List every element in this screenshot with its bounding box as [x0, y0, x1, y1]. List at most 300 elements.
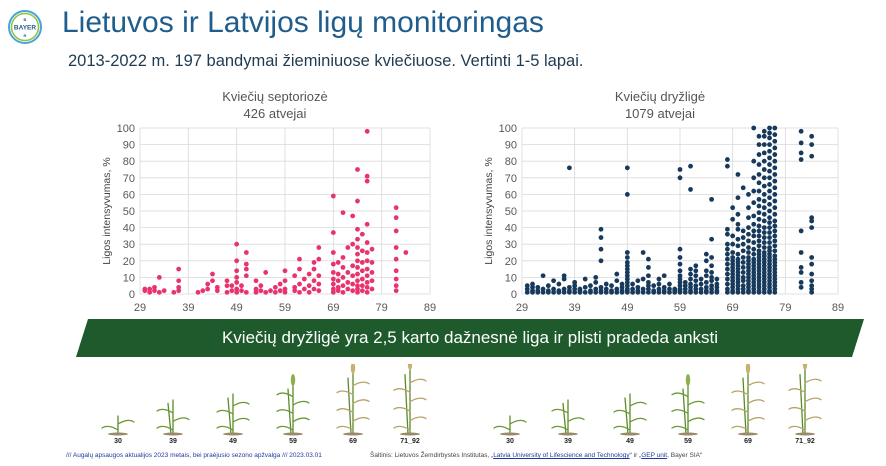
data-point — [741, 242, 746, 247]
data-point — [258, 288, 263, 293]
data-point — [360, 232, 365, 237]
data-point — [809, 283, 814, 288]
x-tick-label: 89 — [423, 302, 437, 314]
data-point — [762, 235, 767, 240]
data-point — [678, 247, 683, 252]
data-point — [699, 277, 704, 282]
data-point — [394, 283, 399, 288]
data-point — [762, 159, 767, 164]
data-point — [757, 224, 762, 229]
growth-stage-label: 71_92 — [400, 438, 420, 445]
data-point — [772, 185, 777, 190]
y-axis-title: Ligos intensyvumas, % — [483, 157, 495, 265]
data-point — [736, 222, 741, 227]
data-point — [725, 277, 730, 282]
data-point — [767, 240, 772, 245]
data-point — [394, 215, 399, 220]
data-point — [772, 248, 777, 253]
data-point — [307, 290, 312, 295]
data-point — [767, 136, 772, 141]
data-point — [693, 278, 698, 283]
data-point — [767, 225, 772, 230]
data-point — [757, 204, 762, 209]
y-tick-label: 30 — [504, 239, 517, 252]
data-point — [767, 142, 772, 147]
footer-source — [370, 452, 702, 459]
data-point — [297, 290, 302, 295]
data-point — [341, 283, 346, 288]
data-point — [234, 268, 239, 273]
data-point — [583, 290, 588, 295]
data-point — [646, 273, 651, 278]
data-point — [762, 225, 767, 230]
data-point — [292, 273, 297, 278]
growth-stage-label: 69 — [744, 438, 752, 445]
data-point — [762, 205, 767, 210]
data-point — [578, 287, 583, 292]
data-point — [725, 252, 730, 257]
data-point — [599, 247, 604, 252]
data-point — [672, 287, 677, 292]
y-axis-title: Ligos intensyvumas, % — [101, 157, 113, 265]
data-point — [541, 287, 546, 292]
data-point — [588, 288, 593, 293]
data-point — [365, 174, 370, 179]
data-point — [200, 288, 205, 293]
data-point — [331, 282, 336, 287]
data-point — [662, 273, 667, 278]
footer-source-mid: “ ir „ — [629, 452, 642, 459]
data-point — [331, 230, 336, 235]
x-tick-label: 59 — [673, 302, 687, 314]
data-point — [709, 255, 714, 260]
data-point — [809, 262, 814, 267]
data-point — [630, 287, 635, 292]
data-point — [312, 267, 317, 272]
data-point — [767, 235, 772, 240]
data-point — [350, 263, 355, 268]
data-point — [762, 142, 767, 147]
data-point — [751, 240, 756, 245]
data-point — [757, 142, 762, 147]
data-point — [751, 175, 756, 180]
x-tick-label: 39 — [182, 302, 195, 314]
data-point — [360, 277, 365, 282]
data-point — [147, 287, 152, 292]
data-point — [767, 149, 772, 154]
data-point — [767, 182, 772, 187]
y-tick-label: 80 — [504, 156, 517, 169]
data-point — [355, 227, 360, 232]
data-point — [641, 277, 646, 282]
data-point — [657, 277, 662, 282]
data-point — [704, 273, 709, 278]
data-point — [625, 260, 630, 265]
data-point — [365, 129, 370, 134]
y-tick-label: 80 — [122, 156, 135, 169]
data-point — [725, 247, 730, 252]
data-point — [799, 229, 804, 234]
data-point — [593, 287, 598, 292]
data-point — [604, 287, 609, 292]
data-point — [757, 189, 762, 194]
page-title: Lietuvos ir Latvijos ligų monitoringas — [62, 6, 544, 39]
data-point — [809, 142, 814, 147]
data-point — [278, 288, 283, 293]
data-point — [234, 258, 239, 263]
y-tick-label: 30 — [122, 239, 135, 252]
data-point — [767, 162, 772, 167]
data-point — [704, 252, 709, 257]
data-point — [678, 273, 683, 278]
data-point — [196, 290, 201, 295]
data-point — [336, 260, 341, 265]
wheat-plant-icon — [783, 364, 843, 424]
data-point — [210, 272, 215, 277]
data-point — [714, 277, 719, 282]
data-point — [741, 235, 746, 240]
data-point — [278, 282, 283, 287]
data-point — [762, 184, 767, 189]
data-point — [535, 285, 540, 290]
data-point — [751, 252, 756, 257]
data-point — [725, 227, 730, 232]
x-tick-label: 89 — [831, 302, 845, 314]
data-point — [741, 270, 746, 275]
data-point — [331, 270, 336, 275]
data-point — [370, 260, 375, 265]
data-point — [741, 255, 746, 260]
data-point — [762, 134, 767, 139]
data-point — [244, 290, 249, 295]
data-point — [350, 214, 355, 219]
data-point — [772, 165, 777, 170]
data-point — [736, 212, 741, 217]
footer-source-link-university[interactable]: Latvia University of Lifescience and Technology — [493, 452, 630, 459]
data-point — [331, 287, 336, 292]
data-point — [688, 187, 693, 192]
data-point — [152, 285, 157, 290]
data-point — [225, 290, 230, 295]
y-tick-label: 100 — [498, 123, 517, 135]
data-point — [762, 230, 767, 235]
data-point — [350, 282, 355, 287]
data-point — [614, 278, 619, 283]
data-point — [635, 285, 640, 290]
chart-title-septoria — [180, 88, 370, 122]
data-point — [593, 280, 598, 285]
growth-stage-label: 69 — [349, 438, 357, 445]
data-point — [345, 245, 350, 250]
wheat-plant-icon — [96, 364, 156, 424]
data-point — [730, 242, 735, 247]
data-point — [757, 243, 762, 248]
svg-text:B: B — [23, 17, 27, 22]
data-point — [365, 290, 370, 295]
data-point — [667, 282, 672, 287]
data-point — [365, 285, 370, 290]
data-point — [360, 283, 365, 288]
data-point — [757, 152, 762, 157]
data-point — [273, 290, 278, 295]
wheat-plant-icon — [331, 364, 391, 424]
data-point — [751, 189, 756, 194]
y-tick-label: 10 — [504, 272, 517, 285]
y-tick-label: 40 — [122, 222, 135, 235]
data-point — [725, 282, 730, 287]
data-point — [772, 238, 777, 243]
data-point — [757, 162, 762, 167]
growth-stage-label: 71_92 — [795, 438, 815, 445]
data-point — [751, 257, 756, 262]
data-point — [263, 290, 268, 295]
data-point — [234, 287, 239, 292]
data-point — [604, 282, 609, 287]
data-point — [530, 282, 535, 287]
y-tick-label: 50 — [504, 206, 517, 218]
data-point — [799, 280, 804, 285]
data-point — [725, 232, 730, 237]
data-point — [350, 288, 355, 293]
data-point — [688, 272, 693, 277]
data-point — [730, 250, 735, 255]
footer-source-suffix: , Bayer SIA“ — [667, 452, 703, 459]
data-point — [345, 287, 350, 292]
data-point — [283, 278, 288, 283]
data-point — [736, 252, 741, 257]
data-point — [809, 225, 814, 230]
data-point — [562, 273, 567, 278]
data-point — [751, 229, 756, 234]
data-point — [556, 282, 561, 287]
data-point — [693, 268, 698, 273]
y-tick-label: 40 — [504, 222, 517, 235]
growth-stage-label: 30 — [506, 438, 514, 445]
data-point — [394, 288, 399, 293]
data-point — [704, 268, 709, 273]
svg-text:BAYER: BAYER — [13, 24, 37, 32]
data-point — [403, 250, 408, 255]
growth-stage-label: 59 — [684, 438, 692, 445]
data-point — [657, 287, 662, 292]
data-point — [239, 288, 244, 293]
data-point — [394, 257, 399, 262]
x-tick-label: 79 — [375, 302, 388, 314]
data-point — [767, 189, 772, 194]
data-point — [757, 197, 762, 202]
data-point — [609, 288, 614, 293]
data-point — [651, 283, 656, 288]
data-point — [725, 272, 730, 277]
data-point — [341, 255, 346, 260]
data-point — [772, 172, 777, 177]
x-tick-label: 29 — [133, 302, 147, 314]
data-point — [757, 217, 762, 222]
data-point — [646, 280, 651, 285]
wheat-plant-icon — [666, 364, 726, 424]
data-point — [767, 131, 772, 136]
data-point — [365, 267, 370, 272]
data-point — [307, 283, 312, 288]
data-point — [693, 283, 698, 288]
data-point — [205, 287, 210, 292]
data-point — [751, 234, 756, 239]
data-point — [312, 287, 317, 292]
data-point — [176, 278, 181, 283]
data-point — [651, 288, 656, 293]
chart-title-rust — [565, 88, 755, 122]
data-point — [762, 167, 767, 172]
data-point — [746, 245, 751, 250]
data-point — [355, 265, 360, 270]
data-point — [336, 278, 341, 283]
y-tick-label: 90 — [504, 139, 517, 152]
data-point — [736, 227, 741, 232]
y-tick-label: 20 — [122, 255, 135, 268]
wheat-plant-icon — [388, 364, 448, 424]
data-point — [365, 273, 370, 278]
data-point — [657, 282, 662, 287]
data-point — [741, 283, 746, 288]
x-tick-label: 39 — [568, 302, 581, 314]
data-point — [630, 282, 635, 287]
data-point — [741, 275, 746, 280]
data-point — [312, 260, 317, 265]
data-point — [762, 250, 767, 255]
data-point — [772, 179, 777, 184]
data-point — [341, 275, 346, 280]
data-point — [725, 157, 730, 162]
data-point — [799, 250, 804, 255]
data-point — [772, 132, 777, 137]
footer-event-note: /// Augalų apsaugos aktualijos 2023 metais, bei praėjusio sezono apžvalga /// 2023.03.01 — [66, 452, 322, 459]
data-point — [370, 278, 375, 283]
y-tick-label: 0 — [128, 289, 135, 301]
growth-stage-label: 30 — [114, 438, 122, 445]
footer-source-link-gep[interactable]: GEP unit — [641, 452, 668, 459]
data-point — [767, 175, 772, 180]
data-point — [772, 205, 777, 210]
data-point — [736, 172, 741, 177]
data-point — [614, 272, 619, 277]
data-point — [572, 280, 577, 285]
data-point — [567, 165, 572, 170]
data-point — [625, 165, 630, 170]
data-point — [341, 290, 346, 295]
data-point — [757, 238, 762, 243]
data-point — [741, 248, 746, 253]
data-point — [741, 265, 746, 270]
data-point — [662, 285, 667, 290]
data-point — [331, 277, 336, 282]
data-point — [709, 237, 714, 242]
x-tick-label: 29 — [515, 302, 529, 314]
data-point — [551, 287, 556, 292]
data-point — [725, 262, 730, 267]
wheat-plant-icon — [608, 364, 668, 424]
data-point — [725, 242, 730, 247]
data-point — [350, 273, 355, 278]
data-point — [751, 222, 756, 227]
data-point — [762, 212, 767, 217]
data-point — [316, 257, 321, 262]
data-point — [688, 282, 693, 287]
data-point — [599, 227, 604, 232]
data-point — [767, 215, 772, 220]
data-point — [688, 267, 693, 272]
data-point — [331, 194, 336, 199]
data-point — [746, 232, 751, 237]
data-point — [767, 209, 772, 214]
data-point — [394, 205, 399, 210]
data-point — [762, 129, 767, 134]
data-point — [244, 273, 249, 278]
data-point — [244, 267, 249, 272]
data-point — [355, 272, 360, 277]
data-point — [583, 277, 588, 282]
data-point — [799, 270, 804, 275]
data-point — [725, 164, 730, 169]
data-point — [709, 270, 714, 275]
data-point — [714, 282, 719, 287]
data-point — [809, 255, 814, 260]
data-point — [283, 268, 288, 273]
wheat-plant-icon — [211, 364, 271, 424]
data-point — [360, 268, 365, 273]
data-point — [751, 200, 756, 205]
data-point — [609, 283, 614, 288]
data-point — [355, 237, 360, 242]
data-point — [730, 255, 735, 260]
data-point — [345, 280, 350, 285]
data-point — [614, 287, 619, 292]
data-point — [394, 268, 399, 273]
data-point — [772, 243, 777, 248]
data-point — [307, 272, 312, 277]
data-point — [746, 255, 751, 260]
data-point — [762, 151, 767, 156]
data-point — [355, 283, 360, 288]
data-point — [365, 240, 370, 245]
data-point — [316, 245, 321, 250]
data-point — [751, 126, 756, 131]
data-point — [678, 175, 683, 180]
data-point — [736, 237, 741, 242]
data-point — [331, 250, 336, 255]
data-point — [772, 224, 777, 229]
data-point — [176, 285, 181, 290]
data-point — [699, 287, 704, 292]
data-point — [588, 283, 593, 288]
data-point — [360, 288, 365, 293]
data-point — [746, 205, 751, 210]
data-point — [556, 288, 561, 293]
data-point — [767, 245, 772, 250]
data-point — [688, 277, 693, 282]
data-point — [678, 255, 683, 260]
data-point — [757, 210, 762, 215]
growth-stage-label: 49 — [626, 438, 634, 445]
data-point — [551, 278, 556, 283]
data-point — [567, 285, 572, 290]
data-point — [157, 275, 162, 280]
data-point — [355, 199, 360, 204]
data-point — [225, 283, 230, 288]
data-point — [772, 192, 777, 197]
data-point — [215, 285, 220, 290]
data-point — [162, 288, 167, 293]
wheat-plant-icon — [726, 364, 786, 424]
